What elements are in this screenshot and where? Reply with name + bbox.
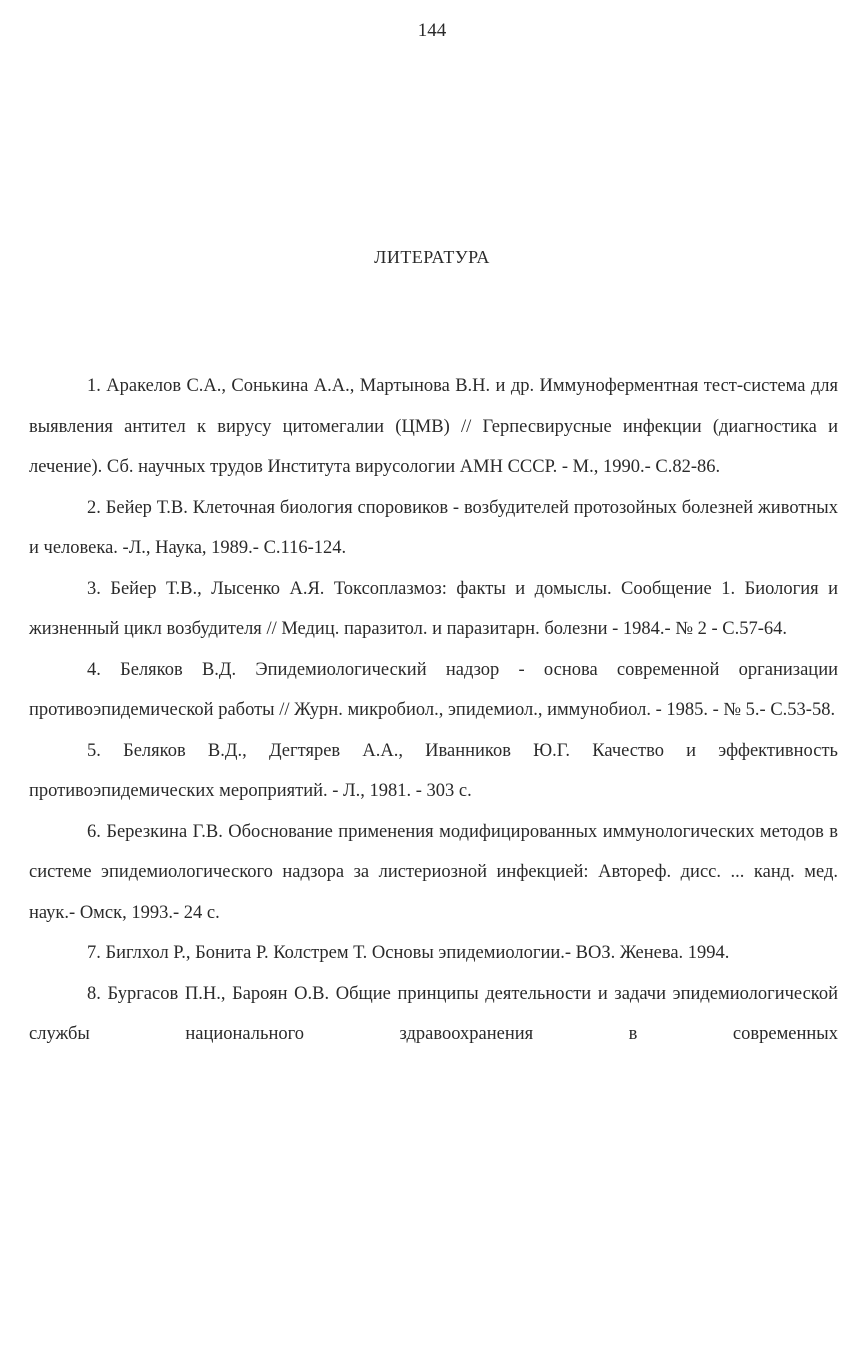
reference-list bbox=[29, 366, 838, 1055]
reference-item-5: 5. Беляков В.Д., Дегтярев А.А., Иванников Ю.Г. Качество и эффективность противоэпидемических мероприятий. - Л., 1981. - 303 с. bbox=[29, 740, 838, 801]
reference-item-4: 4. Беляков В.Д. Эпидемиологический надзор - основа современной организации противоэпидемической работы // Журн. микробиол., эпидемиол., иммунобиол. - 1985. - № 5.- С.53-58. bbox=[29, 659, 838, 720]
page-number: 144 bbox=[417, 20, 447, 41]
page-title: ЛИТЕРАТУРА bbox=[374, 247, 490, 267]
reference-item-1: 1. Аракелов С.А., Сонькина А.А., Мартынова В.Н. и др. Иммуноферментная тест-система для выявления антител к вирусу цитомегалии (ЦМВ) // Герпесвирусные инфекции (диагностика и лечение). Сб. научных трудов Института вирусологии АМН СССР. - М., 1990.- С.82-86. bbox=[29, 376, 838, 477]
reference-item-6: 6. Березкина Г.В. Обоснование применения модифицированных иммунологических методов в системе эпидемиологического надзора за листериозной инфекцией: Автореф. дисс. ... канд. мед. наук.- Омск, 1993.- 24 с. bbox=[29, 821, 838, 923]
reference-item-8: 8. Бургасов П.Н., Бароян О.В. Общие принципы деятельности и задачи эпидемиологической службы национального здравоохранения в современных bbox=[29, 983, 838, 1044]
reference-item-3: 3. Бейер Т.В., Лысенко А.Я. Токсоплазмоз: факты и домыслы. Сообщение 1. Биология и жизненный цикл возбудителя // Медиц. паразитол. и паразитарн. болезни - 1984.- № 2 - С.57-64. bbox=[29, 578, 838, 639]
reference-item-2: 2. Бейер Т.В. Клеточная биология споровиков - возбудителей протозойных болезней животных и человека. -Л., Наука, 1989.- С.116-124. bbox=[29, 497, 838, 558]
reference-item-7: 7. Биглхол Р., Бонита Р. Колстрем Т. Основы эпидемиологии.- ВОЗ. Женева. 1994. bbox=[87, 943, 730, 963]
